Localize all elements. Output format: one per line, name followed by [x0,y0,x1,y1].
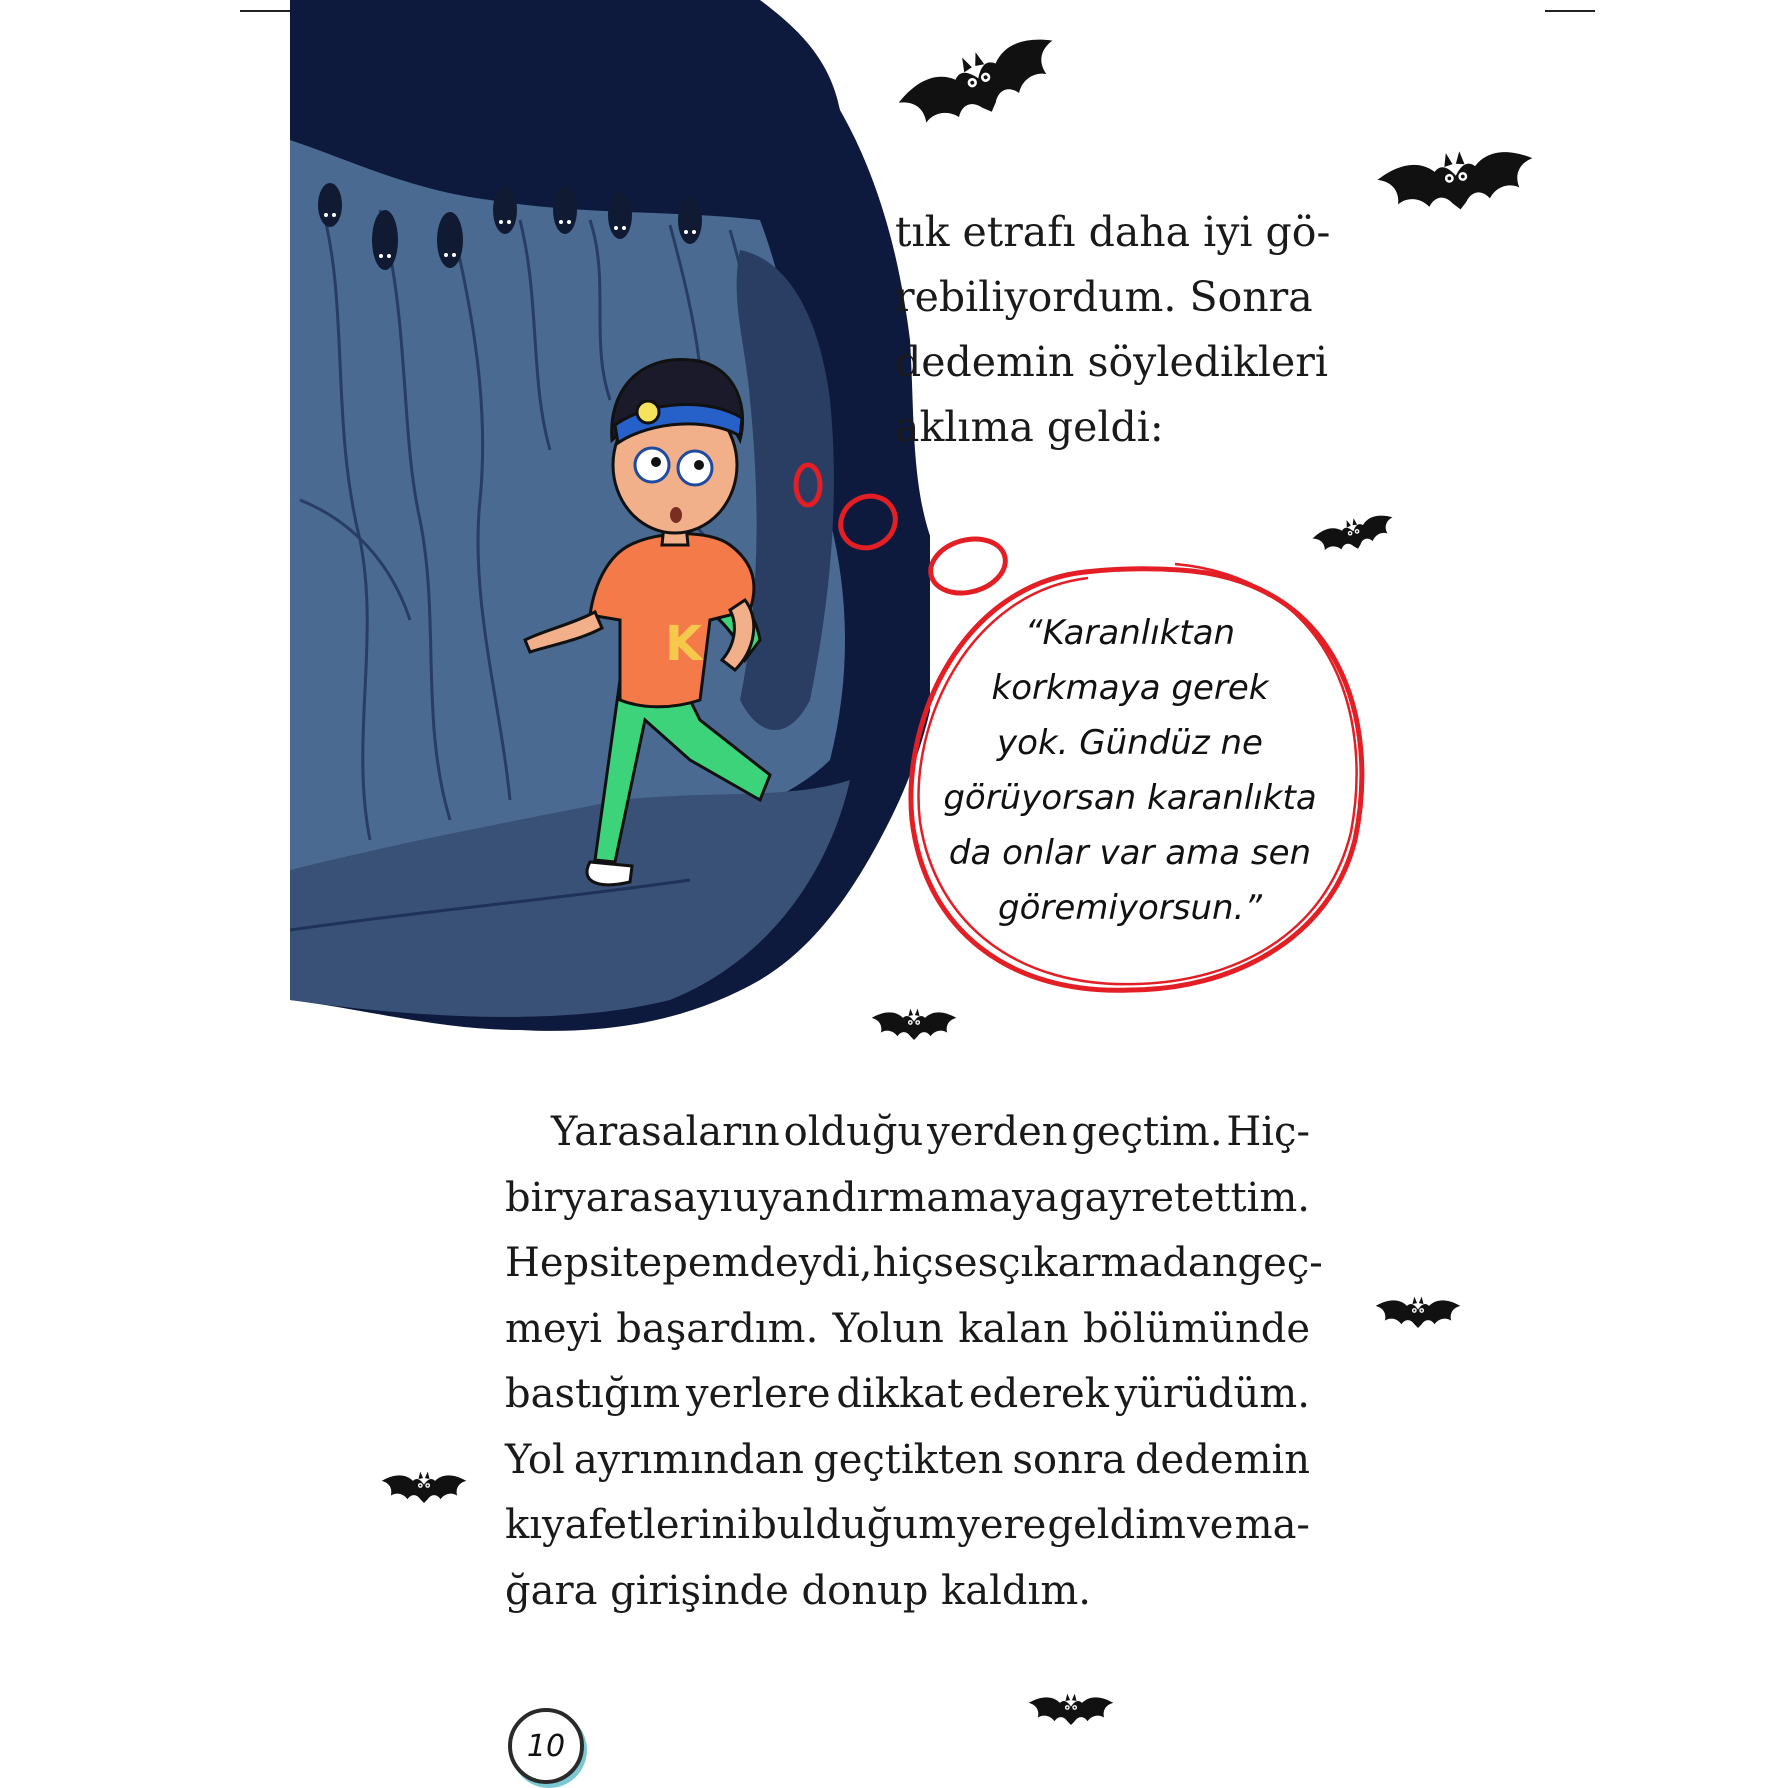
text-line [505,1428,1310,1494]
word: Hiç- [1226,1109,1310,1155]
word: bir [505,1174,563,1221]
word: bölümünde [1083,1305,1310,1352]
word: ettim. [1190,1174,1310,1221]
word: ederek [968,1371,1109,1417]
word: başardım. [616,1305,819,1352]
word: yerlere [685,1371,831,1417]
bat-icon [1372,1293,1464,1339]
word: yürüdüm. [1114,1371,1310,1417]
quote-line: “Karanlıktan [1024,613,1236,653]
word: geçtikten [813,1436,1004,1483]
crop-mark-left [240,10,290,12]
word: kıyafetlerini [505,1502,750,1548]
word: olduğu [783,1109,924,1155]
word: dedemin [1134,1436,1310,1483]
text-line: rebiliyordum. Sonra [895,273,1313,321]
word: tepemdeydi, [622,1240,873,1286]
word: meyi [505,1305,602,1352]
word: dikkat [836,1371,964,1417]
text-line: dedemin söyledikleri [895,338,1329,386]
page-number: 10 [508,1708,584,1784]
word: uyandırmamaya [733,1174,1059,1221]
word: bulduğum [751,1502,957,1548]
word: ğara girişinde donup kaldım. [505,1567,1091,1614]
quote-line: görüyorsan karanlıkta [943,778,1317,818]
bat-icon [868,1005,960,1051]
word: geçtim. [1071,1109,1223,1155]
text-line [505,1231,1323,1297]
word: Yol [505,1436,565,1483]
word: gayret [1059,1174,1191,1221]
word: kalan [958,1305,1069,1352]
text-line: tık etrafı daha iyi gö- [895,208,1331,256]
word: Hepsi [505,1240,623,1286]
text-line [505,1493,1310,1559]
crop-mark-right [1545,10,1595,12]
quote-line: da onlar var ama sen [948,833,1312,873]
word: ve [1187,1502,1234,1548]
top-paragraph [895,200,1331,460]
main-paragraph [505,1100,1323,1624]
text-line [505,1362,1310,1428]
quote-line: korkmaya gerek [991,668,1269,708]
word: hiç [872,1240,934,1286]
bat-icon [1365,133,1550,242]
word: bastığım [505,1371,681,1417]
text-line [505,1166,1310,1232]
word: Yolun [832,1305,944,1352]
word: ayrımından [573,1436,804,1483]
word: çıkarmadan [998,1240,1238,1286]
word: yarasayı [563,1174,733,1221]
thought-bubble-text [940,606,1320,936]
word: ses [933,1240,999,1286]
quote-line: göremiyorsun.” [998,888,1262,928]
word: geldim [1047,1502,1186,1548]
text-line: aklıma geldi: [895,403,1164,451]
word: geç- [1237,1240,1323,1286]
word: yerden [927,1109,1068,1155]
word: yere [957,1502,1047,1548]
word: ma- [1234,1502,1310,1548]
word: sonra [1012,1436,1126,1483]
text-line [505,1100,1310,1166]
text-line [505,1559,1310,1625]
bat-icon [1025,1690,1117,1736]
svg-text:K: K [665,616,703,672]
bat-icon [378,1468,470,1514]
quote-line: yok. Gündüz ne [997,723,1263,763]
word: Yarasaların [551,1109,780,1155]
text-line [505,1297,1310,1363]
